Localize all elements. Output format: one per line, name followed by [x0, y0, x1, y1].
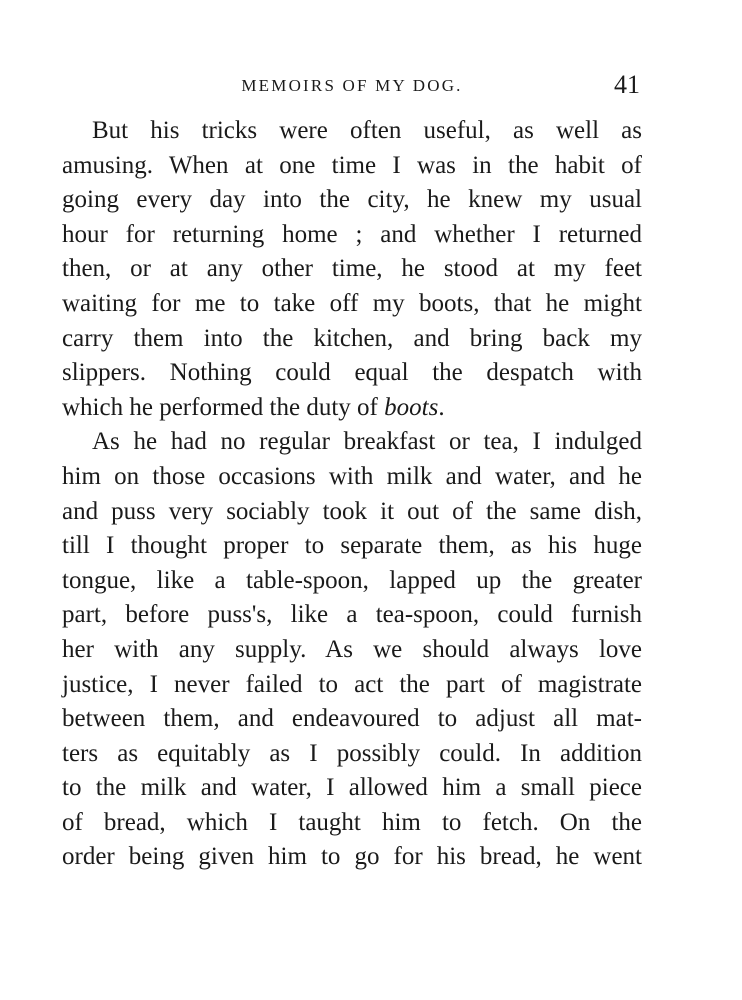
running-head — [62, 70, 642, 100]
page-number: 41 — [614, 70, 640, 99]
text-line: ters as equitably as I possibly could. In addition — [62, 739, 642, 767]
text-line: then, or at any other time, he stood at my feet — [62, 255, 642, 283]
text-line: hour for returning home ; and whether I returned — [62, 220, 642, 248]
text-line: slippers. Nothing could equal the despatch with — [62, 359, 642, 387]
italic-word: boots — [384, 393, 439, 421]
text-line: him on those occasions with milk and water, and he — [62, 462, 642, 490]
text-line — [62, 391, 642, 426]
line-text: . — [438, 393, 445, 421]
running-title: MEMOIRS OF MY DOG. — [241, 76, 463, 95]
text-line: carry them into the kitchen, and bring back my — [62, 324, 642, 352]
text-line: As he had no regular breakfast or tea, I indulged — [92, 428, 642, 456]
text-line: and puss very sociably took it out of the same dish, — [62, 497, 642, 525]
body-text — [62, 114, 642, 875]
text-line: part, before puss's, like a tea-spoon, could furnish — [62, 601, 642, 629]
text-line: her with any supply. As we should always love — [62, 635, 642, 663]
text-line: tongue, like a table-spoon, lapped up the greater — [62, 566, 642, 594]
text-line: till I thought proper to separate them, as his huge — [62, 532, 642, 560]
text-line: order being given him to go for his bread, he went — [62, 843, 642, 871]
line-text: which he performed the duty of — [62, 393, 385, 421]
text-line: going every day into the city, he knew my usual — [62, 186, 642, 214]
text-line: But his tricks were often useful, as well as — [92, 117, 642, 144]
text-line: waiting for me to take off my boots, that he might — [62, 289, 642, 317]
text-line: justice, I never failed to act the part of magistrate — [62, 670, 642, 698]
text-line: to the milk and water, I allowed him a small piece — [62, 774, 642, 802]
text-line: of bread, which I taught him to fetch. On the — [62, 808, 642, 836]
text-line: between them, and endeavoured to adjust all mat- — [62, 705, 642, 733]
text-line: amusing. When at one time I was in the habit of — [62, 151, 642, 179]
